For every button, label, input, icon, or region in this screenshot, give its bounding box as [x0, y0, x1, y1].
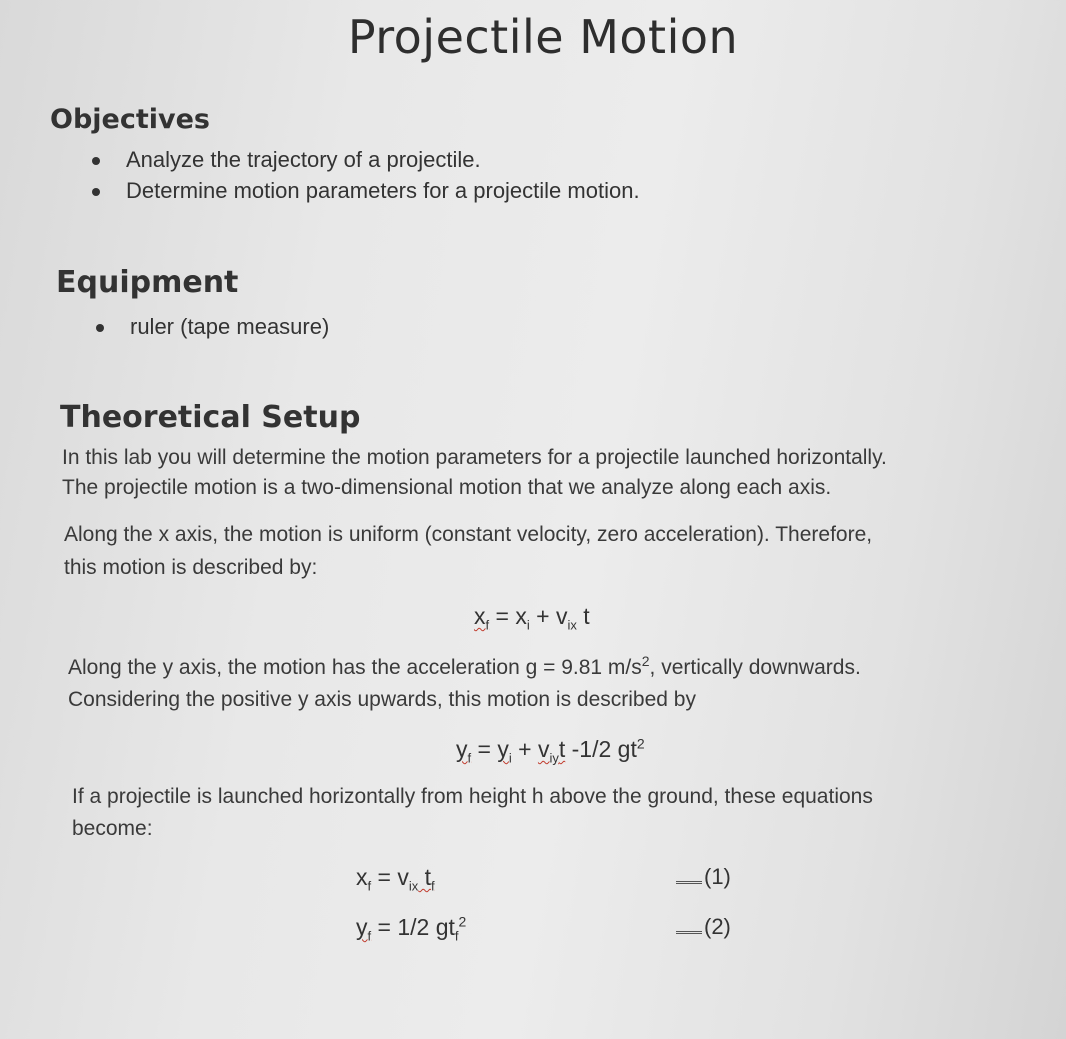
list-item: Determine motion parameters for a projectile motion. [86, 175, 640, 206]
paragraph-line: this motion is described by: [64, 556, 318, 579]
equation-number: (1) [676, 864, 731, 890]
equation-2: $y_f = 1/2$ $gt_f^2$ [356, 913, 467, 944]
paragraph-line: In this lab you will determine the motion parameters for a projectile launched horizontally. [62, 446, 887, 469]
paragraph-line: become: [72, 817, 153, 840]
paragraph-line: The projectile motion is a two-dimensional motion that we analyze along each axis. [62, 476, 832, 499]
list-item: ruler (tape measure) [90, 311, 329, 342]
equipment-list [90, 311, 329, 342]
equipment-heading: Equipment [56, 265, 239, 300]
objectives-heading: Objectives [50, 104, 210, 135]
equation-number: (2) [676, 914, 731, 940]
equation-1: $x_f = v_{ix}$ $t_f$ [356, 864, 435, 894]
list-item: Analyze the trajectory of a projectile. [86, 144, 640, 175]
page-title: Projectile Motion [347, 10, 739, 64]
x-motion-equation: $x_f = x_i + v_{ix}$ t [474, 603, 590, 633]
y-motion-equation: $y_f = y_i + v_{iy}t$ -1/2 $gt^2$ [456, 735, 645, 766]
paragraph-line: Along the y axis, the motion has the acceleration g = 9.81 $m/s^2$, vertically downwards. [68, 653, 861, 679]
objectives-list [86, 144, 640, 206]
theory-heading: Theoretical Setup [60, 400, 361, 435]
paragraph-line: Considering the positive y axis upwards, this motion is described by [68, 688, 696, 711]
paragraph-line: If a projectile is launched horizontally from height h above the ground, these equations [72, 785, 873, 808]
paragraph-line: Along the x axis, the motion is uniform (constant velocity, zero acceleration). Therefore, [64, 523, 873, 546]
